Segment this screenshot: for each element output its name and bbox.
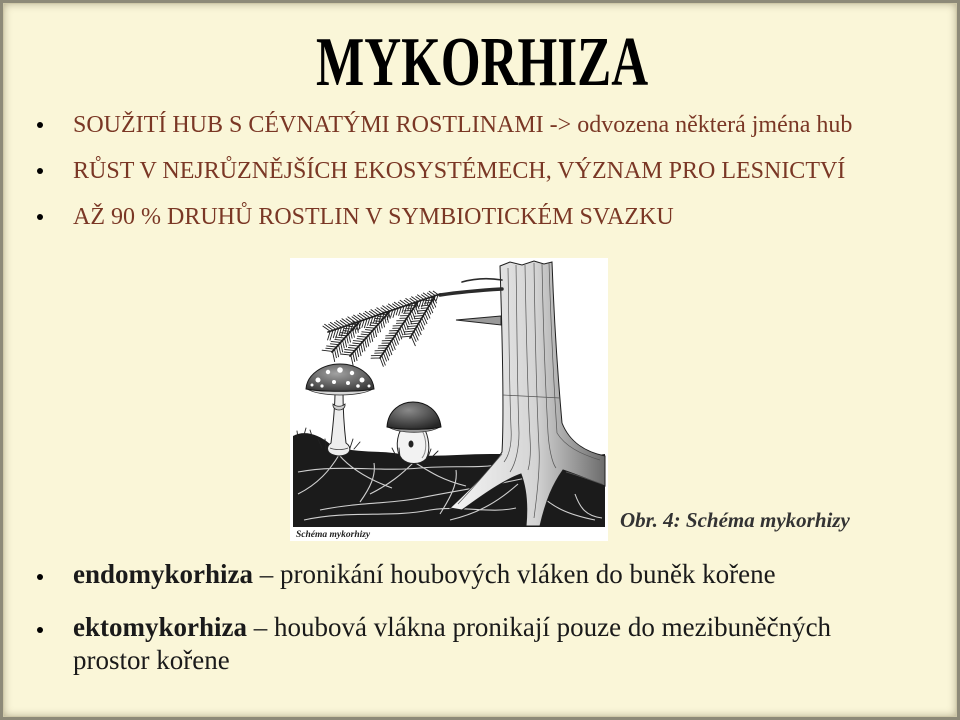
bullet-definition: – pronikání houbových vláken do buněk kořene bbox=[259, 559, 776, 589]
amanita-spot bbox=[337, 367, 343, 373]
bullet-icon bbox=[37, 122, 43, 128]
amanita-spot bbox=[360, 378, 365, 383]
figure-inner-label: Schéma mykorhizy bbox=[296, 530, 371, 540]
bullet-text: RŮST V NEJRŮZNĚJŠÍCH EKOSYSTÉMECH, VÝZNAM PRO LESNICTVÍ bbox=[73, 158, 846, 184]
bullet-term: endomykorhiza bbox=[73, 559, 254, 589]
amanita-spot bbox=[368, 385, 371, 388]
mycorrhiza-illustration bbox=[290, 258, 608, 541]
amanita-spot bbox=[350, 371, 354, 375]
bullet-definition: – houbová vlákna pronikají pouze do mezibuněčných prostor kořene bbox=[73, 612, 832, 675]
mycorrhiza-figure bbox=[290, 258, 608, 541]
slide-title: MYKORHIZA bbox=[316, 24, 649, 101]
bolete-stem-mark bbox=[409, 441, 414, 448]
amanita-spot bbox=[320, 384, 323, 387]
amanita-spot bbox=[346, 381, 350, 385]
top-bullet-list bbox=[0, 110, 960, 248]
bullet-icon bbox=[37, 214, 43, 220]
bullet-icon bbox=[37, 168, 43, 174]
amanita-spot bbox=[326, 370, 330, 374]
bullet-icon bbox=[37, 574, 43, 580]
list-item bbox=[0, 202, 960, 248]
bullet-text: SOUŽITÍ HUB S CÉVNATÝMI ROSTLINAMI -> odvozena některá jména hub bbox=[73, 112, 853, 138]
bullet-text: AŽ 90 % DRUHŮ ROSTLIN V SYMBIOTICKÉM SVAZKU bbox=[73, 204, 674, 230]
bullet-term: ektomykorhiza bbox=[73, 612, 247, 642]
amanita-spot bbox=[356, 384, 360, 388]
bullet-text bbox=[73, 611, 873, 677]
amanita-spot bbox=[311, 384, 314, 387]
bullet-icon bbox=[37, 627, 43, 633]
list-item bbox=[0, 110, 960, 156]
bullet-text bbox=[73, 558, 873, 591]
amanita-spot bbox=[316, 378, 321, 383]
list-item bbox=[0, 156, 960, 202]
figure-caption: Obr. 4: Schéma mykorhizy bbox=[620, 508, 850, 532]
amanita-spot bbox=[332, 380, 336, 384]
